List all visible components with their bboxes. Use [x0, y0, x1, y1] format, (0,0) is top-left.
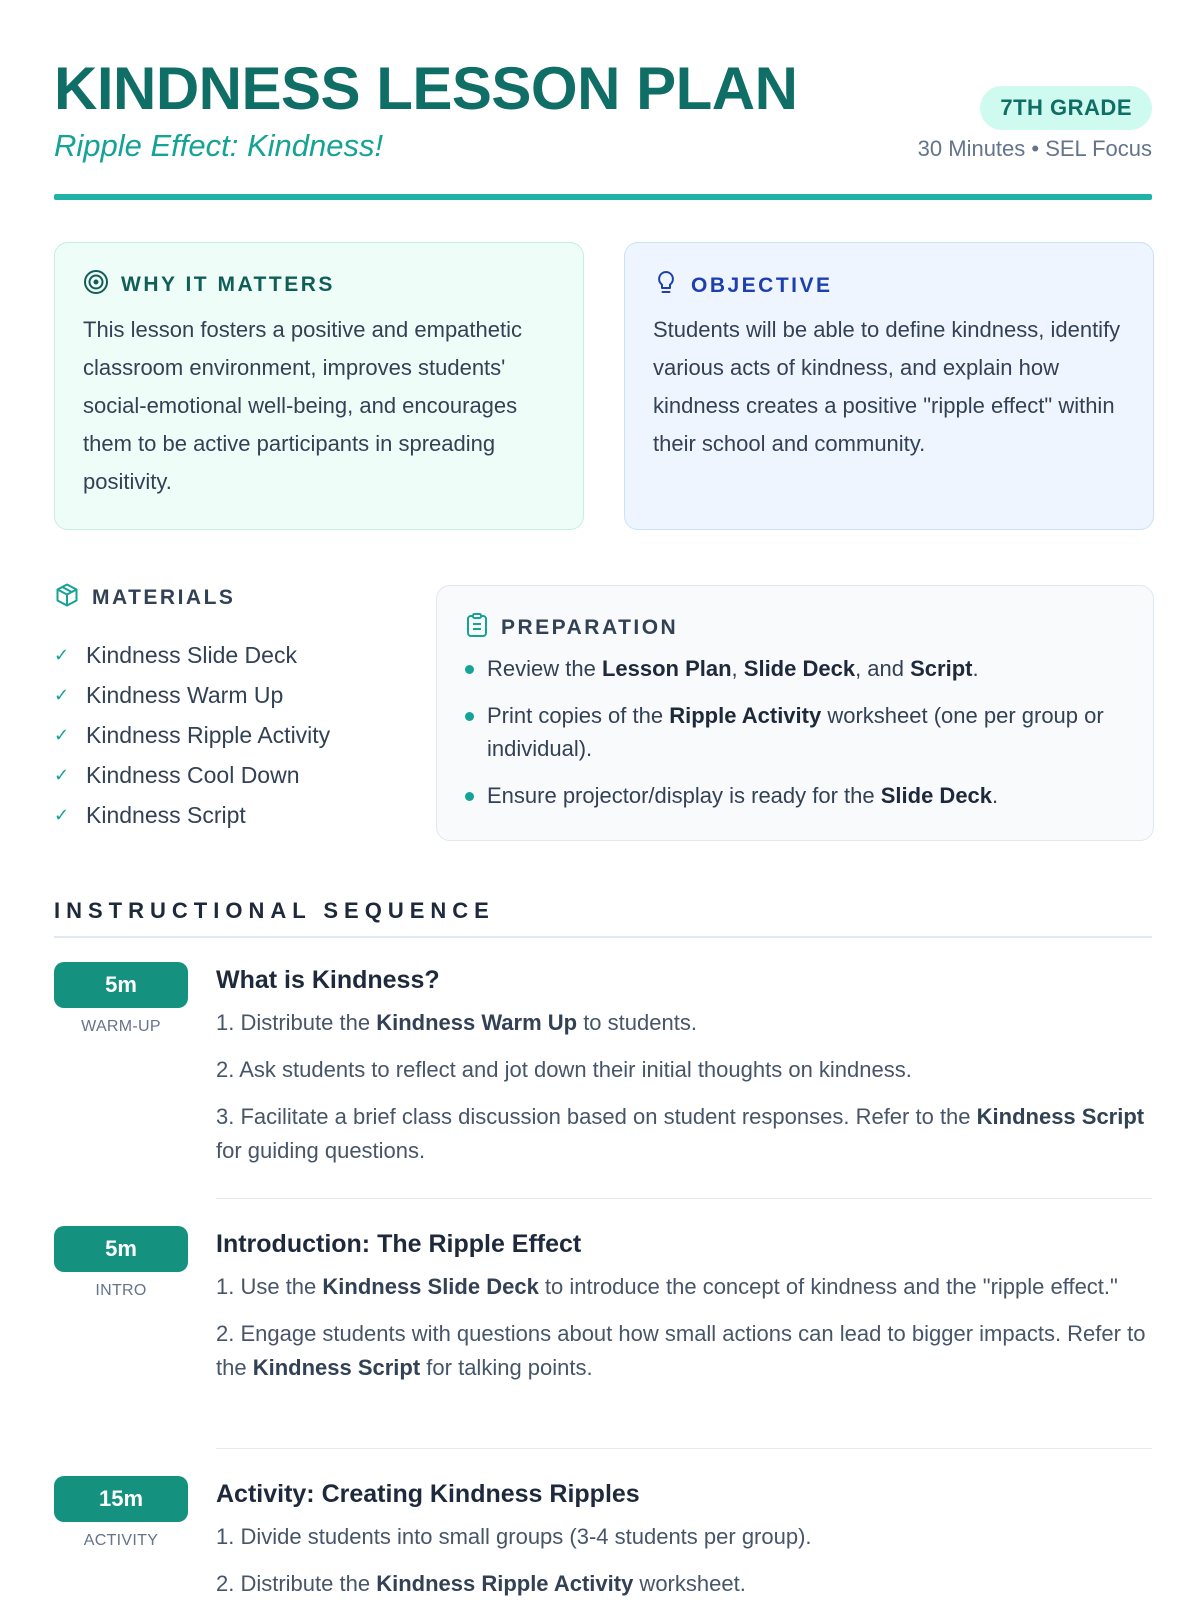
- bold-reference: Slide Deck: [743, 656, 856, 681]
- header-divider: [54, 194, 1152, 200]
- bold-reference: Kindness Script: [976, 1104, 1145, 1129]
- preparation-item: [465, 699, 1129, 765]
- step-title: Introduction: The Ripple Effect: [216, 1230, 582, 1258]
- objective-text: Students will be able to define kindness, identify various acts of kindness, and explain how kindness creates a positive "ripple effect" within their school and community.: [653, 317, 1121, 456]
- materials-section: [54, 582, 414, 835]
- text-segment: 1. Divide students into small groups (3-4 students per group).: [216, 1524, 812, 1549]
- page-header: [54, 56, 1152, 206]
- why-it-matters-label: WHY IT MATTERS: [121, 272, 335, 296]
- text-segment: .: [972, 656, 979, 681]
- step-time-badge: 5m: [54, 1226, 188, 1272]
- step-phase-label: INTRO: [95, 1282, 147, 1299]
- check-icon: ✓: [54, 684, 70, 705]
- materials-item: [54, 715, 414, 755]
- preparation-item: [465, 779, 1129, 812]
- materials-item-label: Kindness Ripple Activity: [86, 721, 331, 748]
- step-title: What is Kindness?: [216, 966, 440, 994]
- step-divider: [216, 1198, 1152, 1199]
- materials-item-label: Kindness Script: [86, 801, 246, 828]
- materials-item-label: Kindness Warm Up: [86, 681, 284, 708]
- bold-reference: Script: [910, 656, 973, 681]
- materials-item: [54, 795, 414, 835]
- step-instruction: [216, 1567, 1152, 1600]
- page-title: KINDNESS LESSON PLAN: [54, 55, 798, 122]
- box-icon: [54, 582, 80, 613]
- step-time-badge: 5m: [54, 962, 188, 1008]
- text-segment: 1. Use the: [216, 1274, 323, 1299]
- page-subtitle: Ripple Effect: Kindness!: [54, 128, 384, 163]
- objective-card: [624, 242, 1154, 530]
- step-instruction: [216, 1006, 1152, 1040]
- step-instructions: [216, 1270, 1152, 1385]
- step-phase-label: ACTIVITY: [83, 1532, 159, 1549]
- text-segment: for guiding questions.: [216, 1138, 426, 1163]
- step-time-badge: 15m: [54, 1476, 188, 1522]
- check-icon: ✓: [54, 804, 70, 825]
- text-segment: for talking points.: [420, 1355, 593, 1380]
- preparation-list: [465, 652, 1129, 826]
- text-segment: , and: [855, 656, 911, 681]
- bold-reference: Kindness Slide Deck: [322, 1274, 539, 1299]
- text-segment: .: [992, 783, 999, 808]
- clipboard-icon: [465, 612, 489, 643]
- step-divider: [216, 1448, 1152, 1449]
- bold-reference: Kindness Ripple Activity: [376, 1571, 634, 1596]
- text-segment: 2. Distribute the: [216, 1571, 377, 1596]
- sequence-divider: [54, 936, 1152, 938]
- check-icon: ✓: [54, 724, 70, 745]
- why-it-matters-text: This lesson fosters a positive and empathetic classroom environment, improves students' social-emotional well-being, and encourages them to be active participants in spreading positivity.: [83, 317, 523, 494]
- materials-item: [54, 755, 414, 795]
- step-instructions: [216, 1520, 1152, 1600]
- lesson-meta: 30 Minutes • SEL Focus: [917, 136, 1152, 161]
- instructional-sequence-heading: INSTRUCTIONAL SEQUENCE: [54, 898, 495, 923]
- text-segment: ,: [731, 656, 744, 681]
- check-icon: ✓: [54, 644, 70, 665]
- lightbulb-icon: [653, 269, 679, 302]
- materials-list: [54, 635, 414, 835]
- step-instruction: [216, 1270, 1152, 1304]
- text-segment: 1. Distribute the: [216, 1010, 377, 1035]
- materials-item: [54, 635, 414, 675]
- step-instructions: [216, 1006, 1152, 1168]
- bold-reference: Lesson Plan: [601, 656, 732, 681]
- text-segment: to students.: [577, 1010, 697, 1035]
- why-it-matters-card: [54, 242, 584, 530]
- target-icon: [83, 269, 109, 300]
- bold-reference: Slide Deck: [880, 783, 993, 808]
- text-segment: worksheet.: [633, 1571, 746, 1596]
- text-segment: 2. Engage students with questions about how small actions can lead to bigger impacts. Refer to the: [216, 1321, 1146, 1380]
- grade-badge: 7TH GRADE: [980, 86, 1152, 130]
- text-segment: 3. Facilitate a brief class discussion based on student responses. Refer to the: [216, 1104, 977, 1129]
- step-phase-label: WARM-UP: [81, 1018, 161, 1035]
- step-instruction: [216, 1317, 1152, 1385]
- text-segment: Review the: [487, 656, 602, 681]
- preparation-card: [436, 585, 1154, 841]
- check-icon: ✓: [54, 764, 70, 785]
- text-segment: worksheet (one per group or individual).: [487, 703, 1104, 761]
- text-segment: Print copies of the: [487, 703, 670, 728]
- step-instruction: [216, 1100, 1152, 1168]
- materials-item-label: Kindness Cool Down: [86, 761, 300, 788]
- text-segment: Ensure projector/display is ready for the: [487, 783, 881, 808]
- preparation-item: [465, 652, 1129, 685]
- materials-item: [54, 675, 414, 715]
- objective-label: OBJECTIVE: [691, 273, 833, 297]
- text-segment: to introduce the concept of kindness and the "ripple effect.": [538, 1274, 1118, 1299]
- materials-item-label: Kindness Slide Deck: [86, 641, 297, 668]
- step-instruction: [216, 1053, 1152, 1087]
- materials-label: MATERIALS: [92, 585, 236, 609]
- bold-reference: Kindness Script: [252, 1355, 421, 1380]
- bold-reference: Kindness Warm Up: [376, 1010, 578, 1035]
- bold-reference: Ripple Activity: [669, 703, 822, 728]
- step-instruction: [216, 1520, 1152, 1554]
- preparation-label: PREPARATION: [501, 615, 679, 639]
- step-title: Activity: Creating Kindness Ripples: [216, 1480, 640, 1508]
- text-segment: 2. Ask students to reflect and jot down their initial thoughts on kindness.: [216, 1057, 912, 1082]
